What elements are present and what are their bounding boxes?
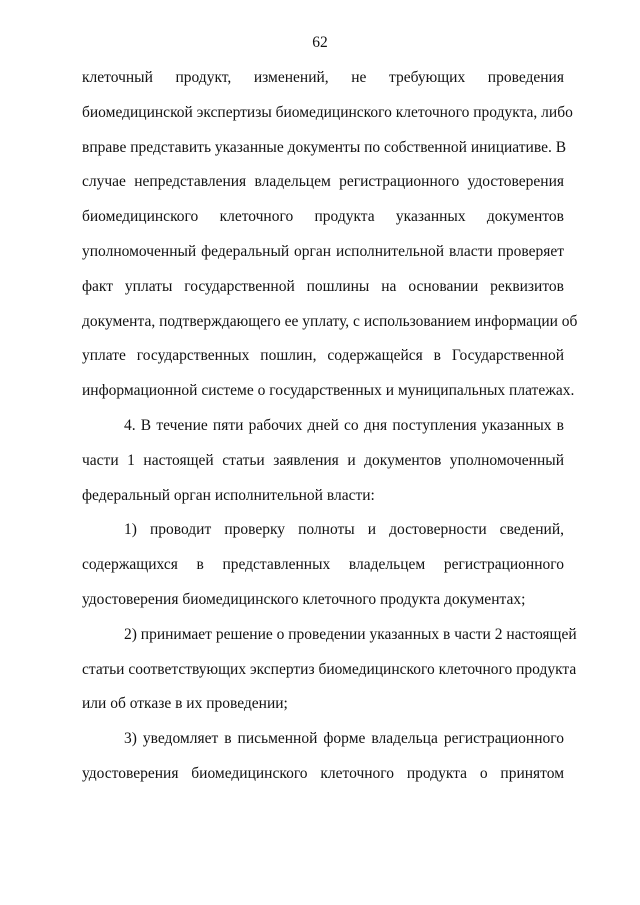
text-line: 4. В течение пяти рабочих дней со дня поступления указанных в — [124, 416, 564, 434]
text-line: 1) проводит проверку полноты и достоверности сведений, — [124, 521, 564, 539]
text-line: содержащихся в представленных владельцем регистрационного — [82, 556, 564, 574]
text-line: документа, подтверждающего ее уплату, с использованием информации об — [82, 312, 578, 330]
text-line: удостоверения биомедицинского клеточного продукта о принятом — [82, 764, 564, 782]
text-line: клеточный продукт, изменений, не требующих проведения — [82, 69, 564, 86]
text-line: статьи соответствующих экспертиз биомедицинского клеточного продукта — [82, 660, 577, 678]
text-line: 3) уведомляет в письменной форме владельца регистрационного — [124, 730, 564, 748]
text-line: случае непредставления владельцем регистрационного удостоверения — [82, 173, 564, 191]
text-line: биомедицинского клеточного продукта указанных документов — [82, 208, 564, 226]
text-line: федеральный орган исполнительной власти: — [82, 486, 375, 504]
text-line: уплате государственных пошлин, содержащейся в Государственной — [82, 347, 564, 365]
text-line: части 1 настоящей статьи заявления и документов уполномоченный — [82, 451, 564, 469]
text-line: информационной системе о государственных и муниципальных платежах. — [82, 382, 575, 400]
text-line: уполномоченный федеральный орган исполнительной власти проверяет — [82, 242, 564, 260]
document-body — [82, 67, 578, 798]
page-number: 62 — [312, 34, 328, 51]
text-line: факт уплаты государственной пошлины на основании реквизитов — [82, 277, 564, 295]
text-line: 2) принимает решение о проведении указанных в части 2 настоящей — [124, 625, 577, 643]
text-line: вправе представить указанные документы по собственной инициативе. В — [82, 138, 567, 156]
text-line: биомедицинской экспертизы биомедицинского клеточного продукта, либо — [82, 103, 573, 121]
text-line: удостоверения биомедицинского клеточного продукта документах; — [82, 590, 526, 608]
text-line: или об отказе в их проведении; — [82, 695, 288, 713]
